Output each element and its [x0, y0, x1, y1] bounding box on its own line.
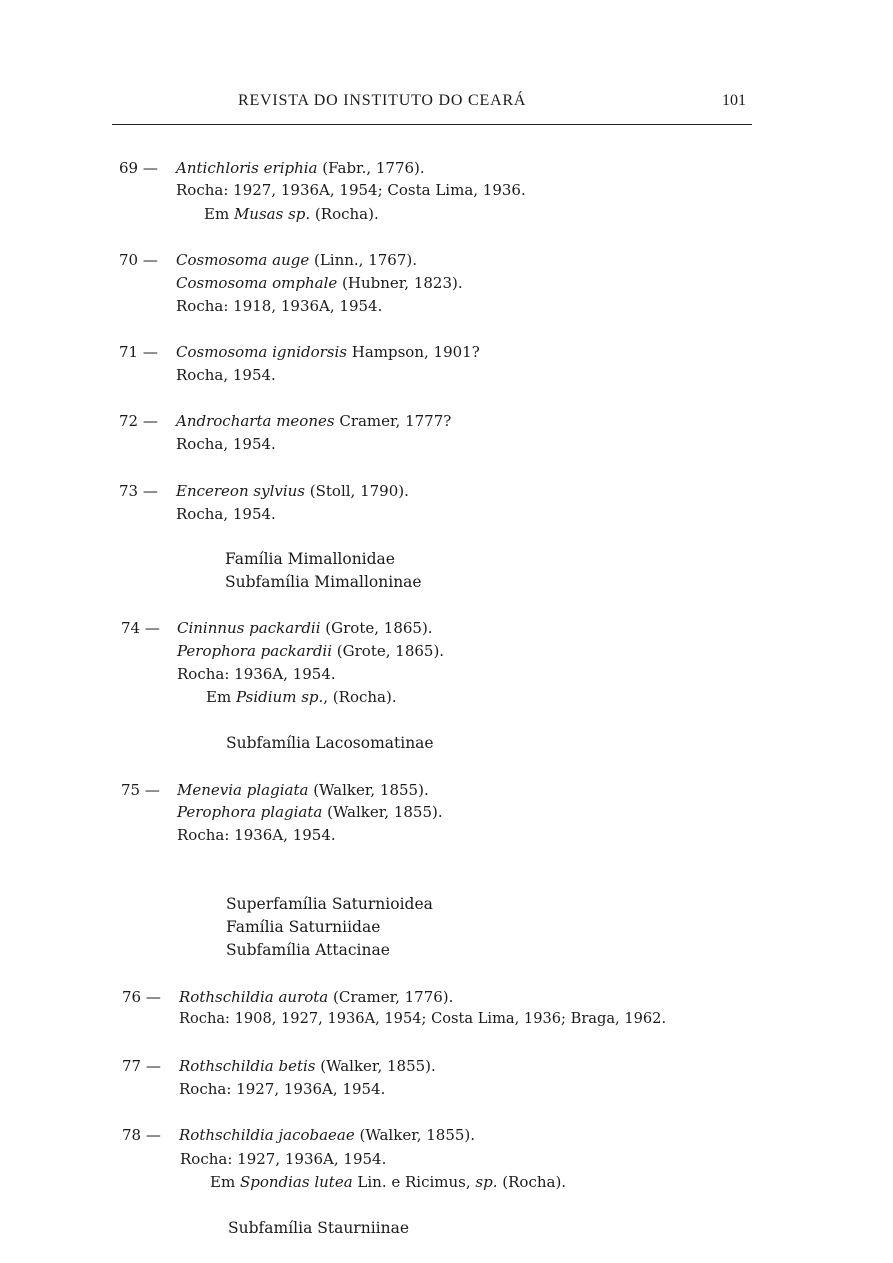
species-line: Cosmosoma ignidorsis Hampson, 1901? — [176, 343, 480, 361]
subfamily-heading: Subfamília Mimalloninae — [225, 573, 422, 591]
record-line: Rocha: 1927, 1936A, 1954. — [180, 1150, 387, 1168]
family-heading: Família Saturniidae — [226, 918, 381, 936]
species-line: Rothschildia aurota (Cramer, 1776). — [179, 988, 454, 1006]
record-line: Rocha, 1954. — [176, 505, 276, 523]
record-line: Rocha: 1927, 1936A, 1954. — [179, 1080, 386, 1098]
host-line: Em Spondias lutea Lin. e Ricimus, sp. (Rocha). — [210, 1173, 567, 1191]
species-line: Cosmosoma auge (Linn., 1767). — [176, 251, 418, 269]
header-divider — [112, 124, 752, 125]
entry-number: 72 — — [119, 412, 158, 430]
journal-title: REVISTA DO INSTITUTO DO CEARÁ — [238, 92, 527, 109]
entry-number: 76 — — [122, 988, 161, 1006]
record-line: Rocha: 1936A, 1954. — [177, 665, 336, 683]
synonym-line: Perophora packardii (Grote, 1865). — [177, 642, 445, 660]
entry-number: 78 — — [122, 1126, 161, 1144]
record-line: Rocha, 1954. — [176, 366, 276, 384]
species-line: Encereon sylvius (Stoll, 1790). — [176, 482, 409, 500]
entry-number: 77 — — [122, 1057, 161, 1075]
family-heading: Família Mimallonidae — [225, 550, 395, 568]
entry-number: 70 — — [119, 251, 158, 269]
record-line: Rocha: 1936A, 1954. — [177, 826, 336, 844]
record-line: Rocha, 1954. — [176, 435, 276, 453]
record-line: Rocha: 1918, 1936A, 1954. — [176, 297, 383, 315]
host-line: Em Musas sp. (Rocha). — [204, 205, 379, 223]
host-line: Em Psidium sp., (Rocha). — [206, 688, 397, 706]
subfamily-heading: Subfamília Staurniinae — [228, 1219, 410, 1237]
synonym-line: Perophora plagiata (Walker, 1855). — [177, 803, 443, 821]
entry-number: 69 — — [119, 159, 158, 177]
species-line: Androcharta meones Cramer, 1777? — [176, 412, 452, 430]
entry-number: 73 — — [119, 482, 158, 500]
species-line: Rothschildia jacobaeae (Walker, 1855). — [179, 1126, 476, 1144]
species-line: Rothschildia betis (Walker, 1855). — [179, 1057, 436, 1075]
entry-number: 74 — — [121, 619, 160, 637]
entry-number: 75 — — [121, 781, 160, 799]
species-line: Cininnus packardii (Grote, 1865). — [177, 619, 433, 637]
page-number: 101 — [722, 92, 746, 109]
species-line: Antichloris eriphia (Fabr., 1776). — [176, 159, 425, 177]
superfamily-heading: Superfamília Saturnioidea — [226, 895, 433, 913]
entry-number: 71 — — [119, 343, 158, 361]
subfamily-heading: Subfamília Attacinae — [226, 941, 390, 959]
synonym-line: Cosmosoma omphale (Hubner, 1823). — [176, 274, 463, 292]
record-line: Rocha: 1908, 1927, 1936A, 1954; Costa Lima, 1936; Braga, 1962. — [179, 1010, 667, 1027]
subfamily-heading: Subfamília Lacosomatinae — [226, 734, 434, 752]
species-line: Menevia plagiata (Walker, 1855). — [177, 781, 429, 799]
record-line: Rocha: 1927, 1936A, 1954; Costa Lima, 1936. — [176, 181, 526, 199]
